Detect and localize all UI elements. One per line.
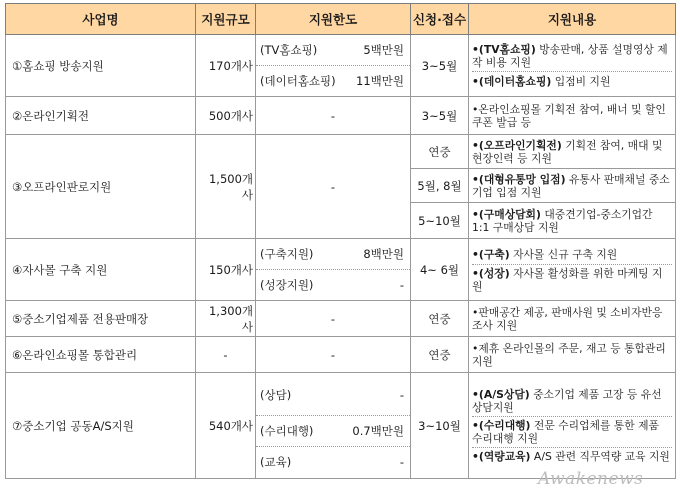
limit-item xyxy=(256,66,410,96)
content-item xyxy=(472,72,672,91)
limit-label: (수리대행) xyxy=(260,423,314,438)
content-item-text: 자사몰 신규 구축 지원 xyxy=(509,247,618,261)
program-period: 5~10월 xyxy=(411,203,469,239)
header-period: 신청·접수 xyxy=(411,4,469,35)
limit-item xyxy=(256,447,410,477)
limit-amount: 5백만원 xyxy=(363,43,404,57)
table-row xyxy=(6,337,676,373)
program-limit xyxy=(256,239,411,301)
program-period: 3~5월 xyxy=(411,97,469,135)
content-item xyxy=(472,386,672,417)
program-period: 3~10월 xyxy=(411,373,469,479)
limit-amount: 8백만원 xyxy=(363,247,404,261)
content-item-text: 방송판매, 상품 설명영상 제작 비용 지원 xyxy=(472,42,668,69)
content-item xyxy=(472,265,672,295)
program-limit: - xyxy=(256,337,411,373)
program-name: ⑦중소기업 공동A/S지원 xyxy=(6,373,196,479)
header-scale: 지원규모 xyxy=(196,4,256,35)
content-item-text: 전문 수리업체를 통한 제품 수리대행 지원 xyxy=(472,419,659,445)
content-item xyxy=(472,417,672,448)
content-item-text: 기획전 참여, 매대 및 현장인력 등 지원 xyxy=(472,138,663,165)
program-period: 연중 xyxy=(411,337,469,373)
limit-amount: - xyxy=(399,454,404,469)
content-item xyxy=(472,245,672,265)
limit-label: (TV홈쇼핑) xyxy=(260,43,318,57)
content-item-text: 유통사 판매채널 중소기업 입점 지원 xyxy=(472,172,670,199)
program-limit: - xyxy=(256,135,411,239)
content-item-title: •(데이터홈쇼핑) xyxy=(472,74,552,88)
program-content xyxy=(469,169,676,203)
content-item xyxy=(472,448,672,465)
program-content xyxy=(469,35,676,97)
program-content xyxy=(469,301,676,337)
table-row xyxy=(6,35,676,97)
program-name: ③오프라인판로지원 xyxy=(6,135,196,239)
watermark: Awakenews xyxy=(538,469,644,489)
limit-item xyxy=(256,239,410,270)
content-item-text: •판매공간 제공, 판매사원 및 소비자반응 조사 지원 xyxy=(472,305,663,332)
table-row xyxy=(6,135,676,169)
content-item-title: •(수리대행) xyxy=(472,419,531,432)
program-period: 4~ 6월 xyxy=(411,239,469,301)
program-scale: 540개사 xyxy=(196,373,256,479)
program-scale: 1,500개사 xyxy=(196,135,256,239)
limit-item xyxy=(256,35,410,66)
content-item xyxy=(472,41,672,72)
program-limit: - xyxy=(256,301,411,337)
program-content xyxy=(469,373,676,479)
header-limit: 지원한도 xyxy=(256,4,411,35)
content-item-text: •온라인쇼핑몰 기획전 참여, 배너 및 할인쿠폰 발급 등 xyxy=(472,102,666,129)
limit-item xyxy=(256,375,410,416)
limit-amount: - xyxy=(399,278,404,292)
program-name: ⑥온라인쇼핑몰 통합관리 xyxy=(6,337,196,373)
limit-label: (성장지원) xyxy=(260,278,314,292)
program-period: 연중 xyxy=(411,135,469,169)
program-content xyxy=(469,97,676,135)
content-item-title: •(A/S상담) xyxy=(472,388,530,401)
program-scale: 1,300개사 xyxy=(196,301,256,337)
content-item-text: 대중견기업-중소기업간 1:1 구매상담 지원 xyxy=(472,207,653,234)
limit-item xyxy=(256,270,410,300)
program-period: 3~5월 xyxy=(411,35,469,97)
program-period: 5월, 8월 xyxy=(411,169,469,203)
content-item-title: •(성장) xyxy=(472,266,510,280)
content-item-text: 입점비 지원 xyxy=(551,74,611,88)
program-name: ②온라인기획전 xyxy=(6,97,196,135)
table-row xyxy=(6,239,676,301)
program-scale: 500개사 xyxy=(196,97,256,135)
program-scale: 170개사 xyxy=(196,35,256,97)
table-row xyxy=(6,97,676,135)
table-row xyxy=(6,373,676,479)
program-limit xyxy=(256,373,411,479)
table-header-row xyxy=(6,4,676,35)
program-scale: 150개사 xyxy=(196,239,256,301)
content-item-title: •(대형유통망 입점) xyxy=(472,172,566,186)
table-row xyxy=(6,301,676,337)
limit-item xyxy=(256,416,410,447)
header-content: 지원내용 xyxy=(469,4,676,35)
content-item-title: •(구매상담회) xyxy=(472,207,541,221)
content-item-title: •(구축) xyxy=(472,247,510,261)
limit-amount: 0.7백만원 xyxy=(352,423,404,438)
program-content xyxy=(469,135,676,169)
content-item-title: •(역량교육) xyxy=(472,450,531,463)
program-content xyxy=(469,337,676,373)
content-item-text: 자사몰 활성화를 위한 마케팅 지원 xyxy=(472,266,663,293)
program-content xyxy=(469,203,676,239)
program-limit: - xyxy=(256,97,411,135)
limit-label: (구축지원) xyxy=(260,247,314,261)
support-program-table xyxy=(5,3,676,479)
content-item-title: •(TV홈쇼핑) xyxy=(472,42,536,56)
content-item-title: •(오프라인기획전) xyxy=(472,138,562,152)
program-scale: - xyxy=(196,337,256,373)
support-table-container xyxy=(5,3,675,479)
program-limit xyxy=(256,35,411,97)
limit-label: (상담) xyxy=(260,387,292,402)
limit-label: (데이터홈쇼핑) xyxy=(260,74,336,88)
content-item-text: A/S 관련 직무역량 교육 지원 xyxy=(530,450,670,463)
program-content xyxy=(469,239,676,301)
limit-label: (교육) xyxy=(260,454,292,469)
content-item-text: •제휴 온라인몰의 주문, 재고 등 통합관리 지원 xyxy=(472,341,666,368)
header-program-name: 사업명 xyxy=(6,4,196,35)
limit-amount: 11백만원 xyxy=(356,74,404,88)
program-period: 연중 xyxy=(411,301,469,337)
content-item-text: 중소기업 제품 고장 등 유선상담지원 xyxy=(472,388,662,414)
limit-amount: - xyxy=(399,387,404,402)
program-name: ①홈쇼핑 방송지원 xyxy=(6,35,196,97)
program-name: ④자사몰 구축 지원 xyxy=(6,239,196,301)
program-name: ⑤중소기업제품 전용판매장 xyxy=(6,301,196,337)
